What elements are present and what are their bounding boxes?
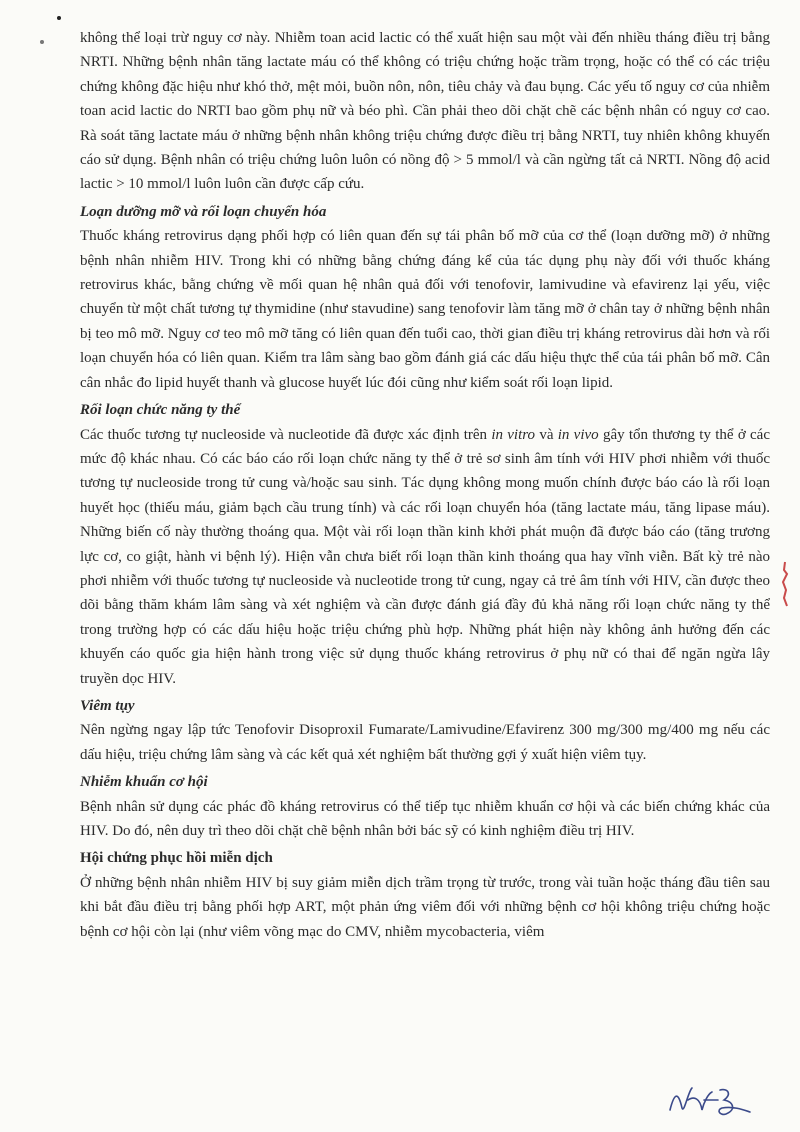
heading-opportunistic-infection: Nhiễm khuẩn cơ hội bbox=[80, 774, 208, 791]
handwritten-signature bbox=[664, 1080, 754, 1120]
scan-dot-mark bbox=[56, 8, 62, 14]
paragraph-lipodystrophy: Thuốc kháng retrovirus dạng phối hợp có liên quan đến sự tái phân bố mỡ của cơ thể (loạn dưỡng mỡ) ở những bệnh nhân nhiễm HIV. Trong khi có những bằng chứng đáng kể của tác dụng phụ này đối với thuốc kháng retrovirus khác, bằng chứng về mối quan hệ nhân quả đối với tenofovir, lamivudine và efavirenz lại yếu, việc chuyển từ một chất tương tự thymidine (như stavudine) sang tenofovir làm tăng mỡ ở chân tay ở những bệnh nhân bị teo mô mỡ. Nguy cơ teo mô mỡ tăng có liên quan đến tuổi cao, thời gian điều trị kháng retrovirus dài hơn và rối loạn chuyển hóa có liên quan. Kiểm tra lâm sàng bao gồm đánh giá các dấu hiệu thực thể của tái phân bố mỡ. Cân cân nhắc đo lipid huyết thanh và glucose huyết lúc đói cũng như kiểm soát rối loạn lipid. bbox=[80, 228, 770, 391]
mito-text-part-1: Các thuốc tương tự nucleoside và nucleotide đã được xác định trên bbox=[80, 426, 492, 443]
heading-immune-reconstitution: Hội chứng phục hồi miễn dịch bbox=[80, 850, 273, 867]
mito-text-part-2: gây tổn thương ty thể ở các mức độ khác nhau. Có các báo cáo rối loạn chức năng ty thể ở trẻ sơ sinh âm tính với HIV phơi nhiễm với thuốc tương tự nucleoside trong tử cung và/hoặc sau sinh. Tác dụng không mong muốn chính được báo cáo là rối loạn huyết học (thiếu máu, giảm bạch cầu trung tính) và các rối loạn chuyển hóa (tăng lactate máu, tăng lipase máu). Những biến cố này thường thoáng qua. Một vài rối loạn thần kinh khởi phát muộn đã được báo cáo (tăng trương lực cơ, co giật, hành vi bệnh lý). Hiện vẫn chưa biết rối loạn thần kinh thoáng qua hay vĩnh viễn. Bất kỳ trẻ nào phơi nhiễm với thuốc tương tự nucleoside và nucleotide trong tử cung, ngay cả trẻ âm tính với HIV, cần được theo dõi bằng thăm khám lâm sàng và xét nghiệm và cần được đánh giá đầy đủ khả năng rối loạn chức năng ty thể trong trường hợp có các dấu hiệu hoặc triệu chứng phù hợp. Những phát hiện này không ảnh hưởng đến các khuyến cáo quốc gia hiện hành trong việc sử dụng thuốc kháng retrovirus ở phụ nữ có thai để ngăn ngừa lây truyền dọc HIV. bbox=[80, 426, 770, 687]
heading-pancreatitis: Viêm tụy bbox=[80, 697, 135, 714]
paragraph-pancreatitis: Nên ngừng ngay lập tức Tenofovir Disoproxil Fumarate/Lamivudine/Efavirenz 300 mg/300 mg/400 mg nếu các dấu hiệu, triệu chứng lâm sàng và các kết quả xét nghiệm bất thường gợi ý xuất hiện viêm tụy. bbox=[80, 722, 770, 763]
margin-stamp-mark bbox=[778, 560, 792, 610]
paragraph-mitochondrial bbox=[80, 423, 770, 691]
in-vivo-term: in vivo bbox=[557, 426, 599, 443]
document-page bbox=[80, 26, 770, 944]
heading-mitochondrial: Rối loạn chức năng ty thể bbox=[80, 402, 241, 419]
heading-lipodystrophy: Loạn dưỡng mỡ và rối loạn chuyển hóa bbox=[80, 203, 327, 220]
paragraph-opportunistic-infection: Bệnh nhân sử dụng các phác đồ kháng retrovirus có thể tiếp tục nhiễm khuẩn cơ hội và các biến chứng khác của HIV. Do đó, nên duy trì theo dõi chặt chẽ bệnh nhân bởi bác sỹ có kinh nghiệm điều trị HIV. bbox=[80, 798, 770, 839]
paragraph-immune-reconstitution: Ở những bệnh nhân nhiễm HIV bị suy giảm miễn dịch trầm trọng từ trước, trong vài tuần hoặc tháng đầu tiên sau khi bắt đầu điều trị bằng phối hợp ART, một phản ứng viêm đối với những bệnh cơ hội không triệu chứng hoặc bệnh cơ hội còn lại (như viêm võng mạc do CMV, nhiễm mycobacteria, viêm bbox=[80, 874, 770, 940]
scan-speck bbox=[40, 40, 44, 44]
intro-paragraph: không thể loại trừ nguy cơ này. Nhiễm toan acid lactic có thể xuất hiện sau một vài đến nhiều tháng điều trị bằng NRTI. Những bệnh nhân tăng lactate máu có thể không có triệu chứng hoặc trầm trọng, hoặc có thể có các triệu chứng không đặc hiệu như khó thở, mệt mỏi, buồn nôn, nôn, tiêu chảy và đau bụng. Các yếu tố nguy cơ của nhiễm toan acid lactic do NRTI bao gồm phụ nữ và béo phì. Cần phải theo dõi chặt chẽ các bệnh nhân có nguy cơ cao. Rà soát tăng lactate máu ở những bệnh nhân không triệu chứng được điều trị bằng NRTI, tuy nhiên không khuyến cáo sử dụng. Bệnh nhân có triệu chứng luôn luôn có nồng độ > 5 mmol/l và cần ngừng tất cả NRTI. Nồng độ acid lactic > 10 mmol/l luôn luôn cần được cấp cứu. bbox=[80, 30, 770, 193]
in-vitro-term: in vitro bbox=[491, 426, 536, 443]
mito-and-word: và bbox=[535, 426, 558, 443]
